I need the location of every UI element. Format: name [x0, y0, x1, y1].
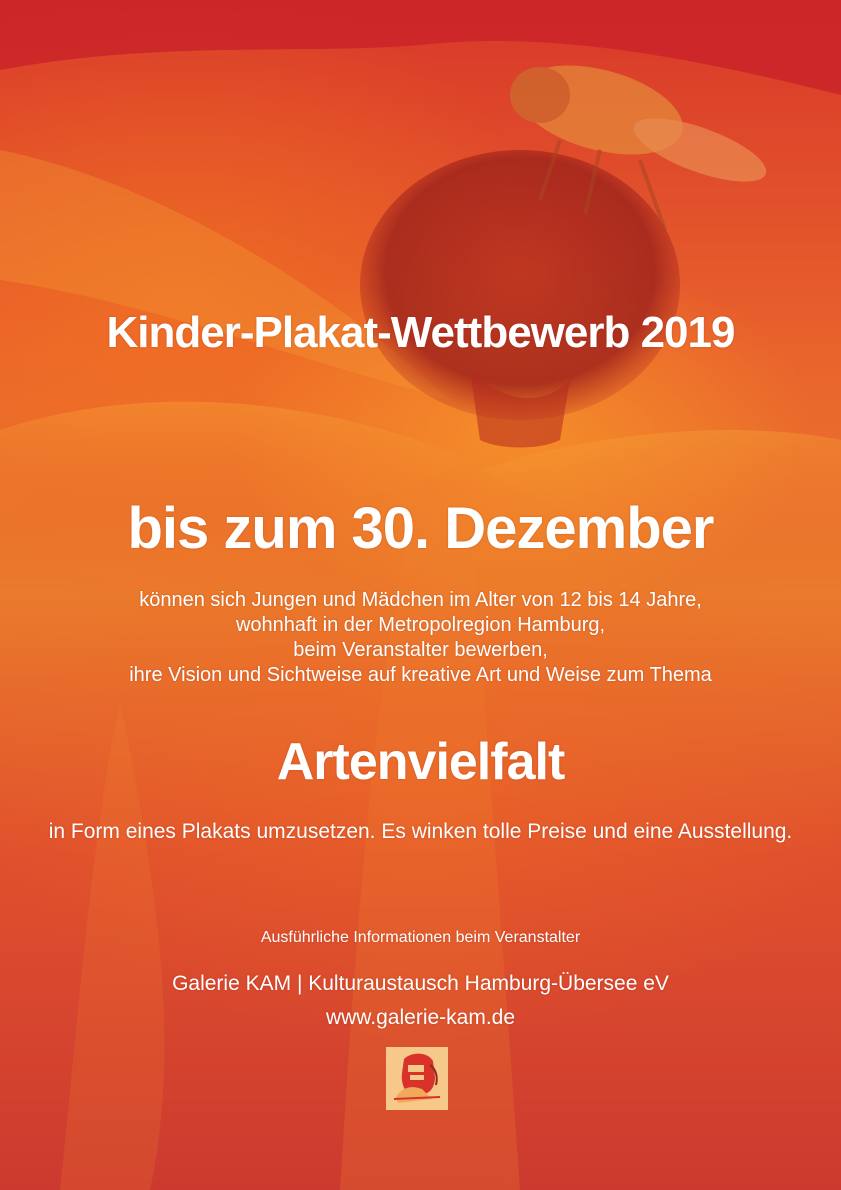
body-line: können sich Jungen und Mädchen im Alter von 12 bis 14 Jahre, — [139, 589, 702, 611]
eligibility-text — [0, 588, 841, 688]
website-link[interactable]: www.galerie-kam.de — [325, 1006, 516, 1029]
body-line: ihre Vision und Sichtweise auf kreative Art und Weise zum Thema — [129, 664, 712, 686]
body-line: beim Veranstalter bewerben, — [293, 639, 548, 661]
theme-heading: Artenvielfalt — [276, 733, 565, 791]
organizer-name: Galerie KAM | Kulturaustausch Hamburg-Übersee eV — [172, 972, 669, 995]
form-text: in Form eines Plakats umzusetzen. Es winken tolle Preise und eine Ausstellung. — [48, 820, 793, 843]
body-line: wohnhaft in der Metropolregion Hamburg, — [235, 614, 606, 636]
galerie-kam-logo-icon — [386, 1047, 448, 1110]
deadline-heading: bis zum 30. Dezember — [127, 496, 714, 561]
poster-title: Kinder-Plakat-Wettbewerb 2019 — [106, 308, 735, 357]
info-note: Ausführliche Informationen beim Veranstalter — [260, 929, 581, 946]
